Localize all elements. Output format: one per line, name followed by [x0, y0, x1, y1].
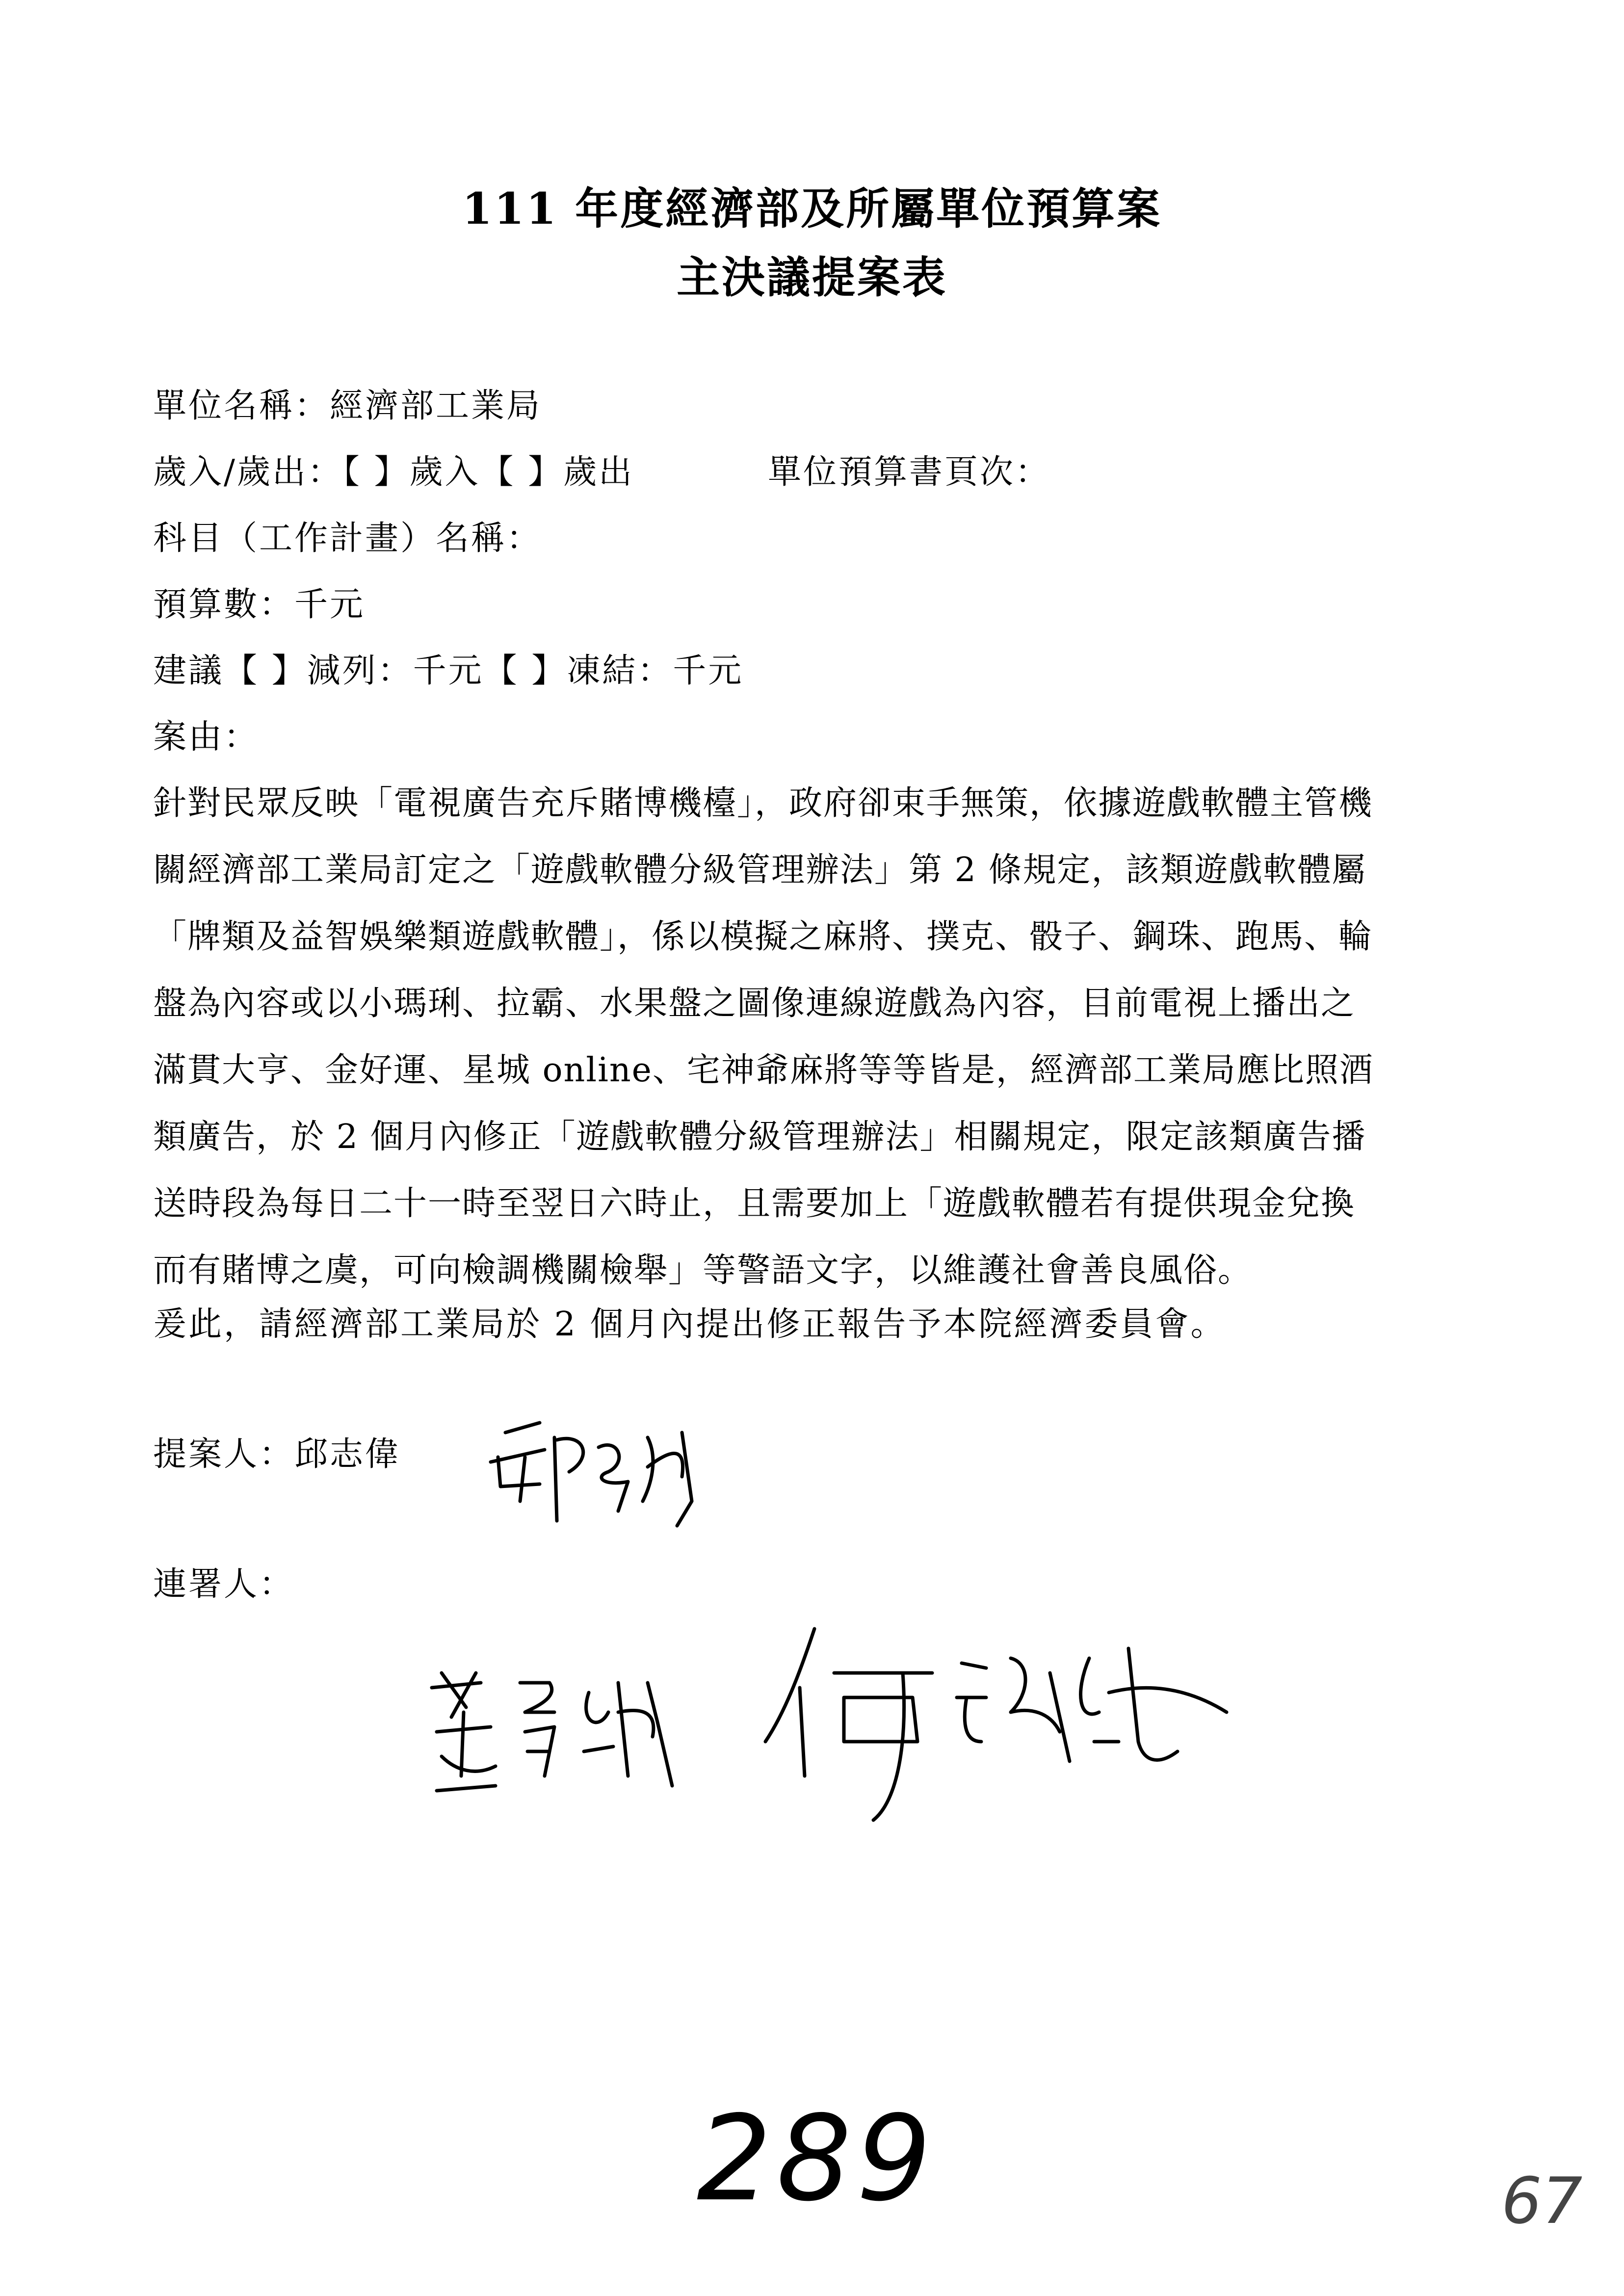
body-line: 而有賭博之虞，可向檢調機關檢舉」等警語文字，以維護社會善良風俗。: [153, 1251, 1253, 1290]
proposal-field: 建議【 】減列：千元【 】凍結：千元: [153, 652, 744, 690]
subject-field: 科目（工作計畫）名稱：: [153, 519, 542, 558]
revenue-expense-field: 歲入/歲出：【 】歲入【 】歲出: [153, 453, 634, 492]
reason-body: [153, 770, 1517, 1304]
cosigner-label: 連署人：: [153, 1565, 295, 1604]
closing-statement: 爰此，請經濟部工業局於 2 個月內提出修正報告予本院經濟委員會。: [153, 1305, 1226, 1344]
body-line: 盤為內容或以小瑪琍、拉霸、水果盤之圖像連線遊戲為內容，目前電視上播出之: [153, 984, 1356, 1023]
proposer-label: 提案人：邱志偉: [153, 1435, 401, 1474]
cosigner-signature-2: [756, 1614, 1236, 1840]
document-title: 111 年度經濟部及所屬單位預算案: [462, 183, 1162, 234]
budget-page-field: 單位預算書頁次：: [768, 453, 1051, 492]
body-line: 「牌類及益智娛樂類遊戲軟體」，係以模擬之麻將、撲克、骰子、鋼珠、跑馬、輪: [153, 917, 1373, 956]
reason-label: 案由：: [153, 718, 260, 757]
body-line: 針對民眾反映「電視廣告充斥賭博機檯」，政府卻束手無策，依據遊戲軟體主管機: [153, 784, 1373, 823]
unit-name-field: 單位名稱：經濟部工業局: [153, 387, 542, 425]
body-line: 類廣告，於 2 個月內修正「遊戲軟體分級管理辦法」相關規定，限定該類廣告播: [153, 1118, 1366, 1156]
body-line: 滿貫大亨、金好運、星城 online、宅神爺麻將等等皆是，經濟部工業局應比照酒: [153, 1051, 1374, 1090]
body-line: 送時段為每日二十一時至翌日六時止，且需要加上「遊戲軟體若有提供現金兌換: [153, 1184, 1356, 1223]
cosigner-signature-1: [422, 1653, 697, 1815]
document-subtitle: 主決議提案表: [676, 252, 947, 303]
body-line: 關經濟部工業局訂定之「遊戲軟體分級管理辦法」第 2 條規定，該類遊戲軟體屬: [153, 851, 1366, 889]
budget-amount-field: 預算數：千元: [153, 585, 366, 624]
proposer-signature: [471, 1403, 726, 1550]
page-number: 289: [697, 2090, 937, 2227]
handwritten-page-mark: 67: [1501, 2164, 1583, 2238]
